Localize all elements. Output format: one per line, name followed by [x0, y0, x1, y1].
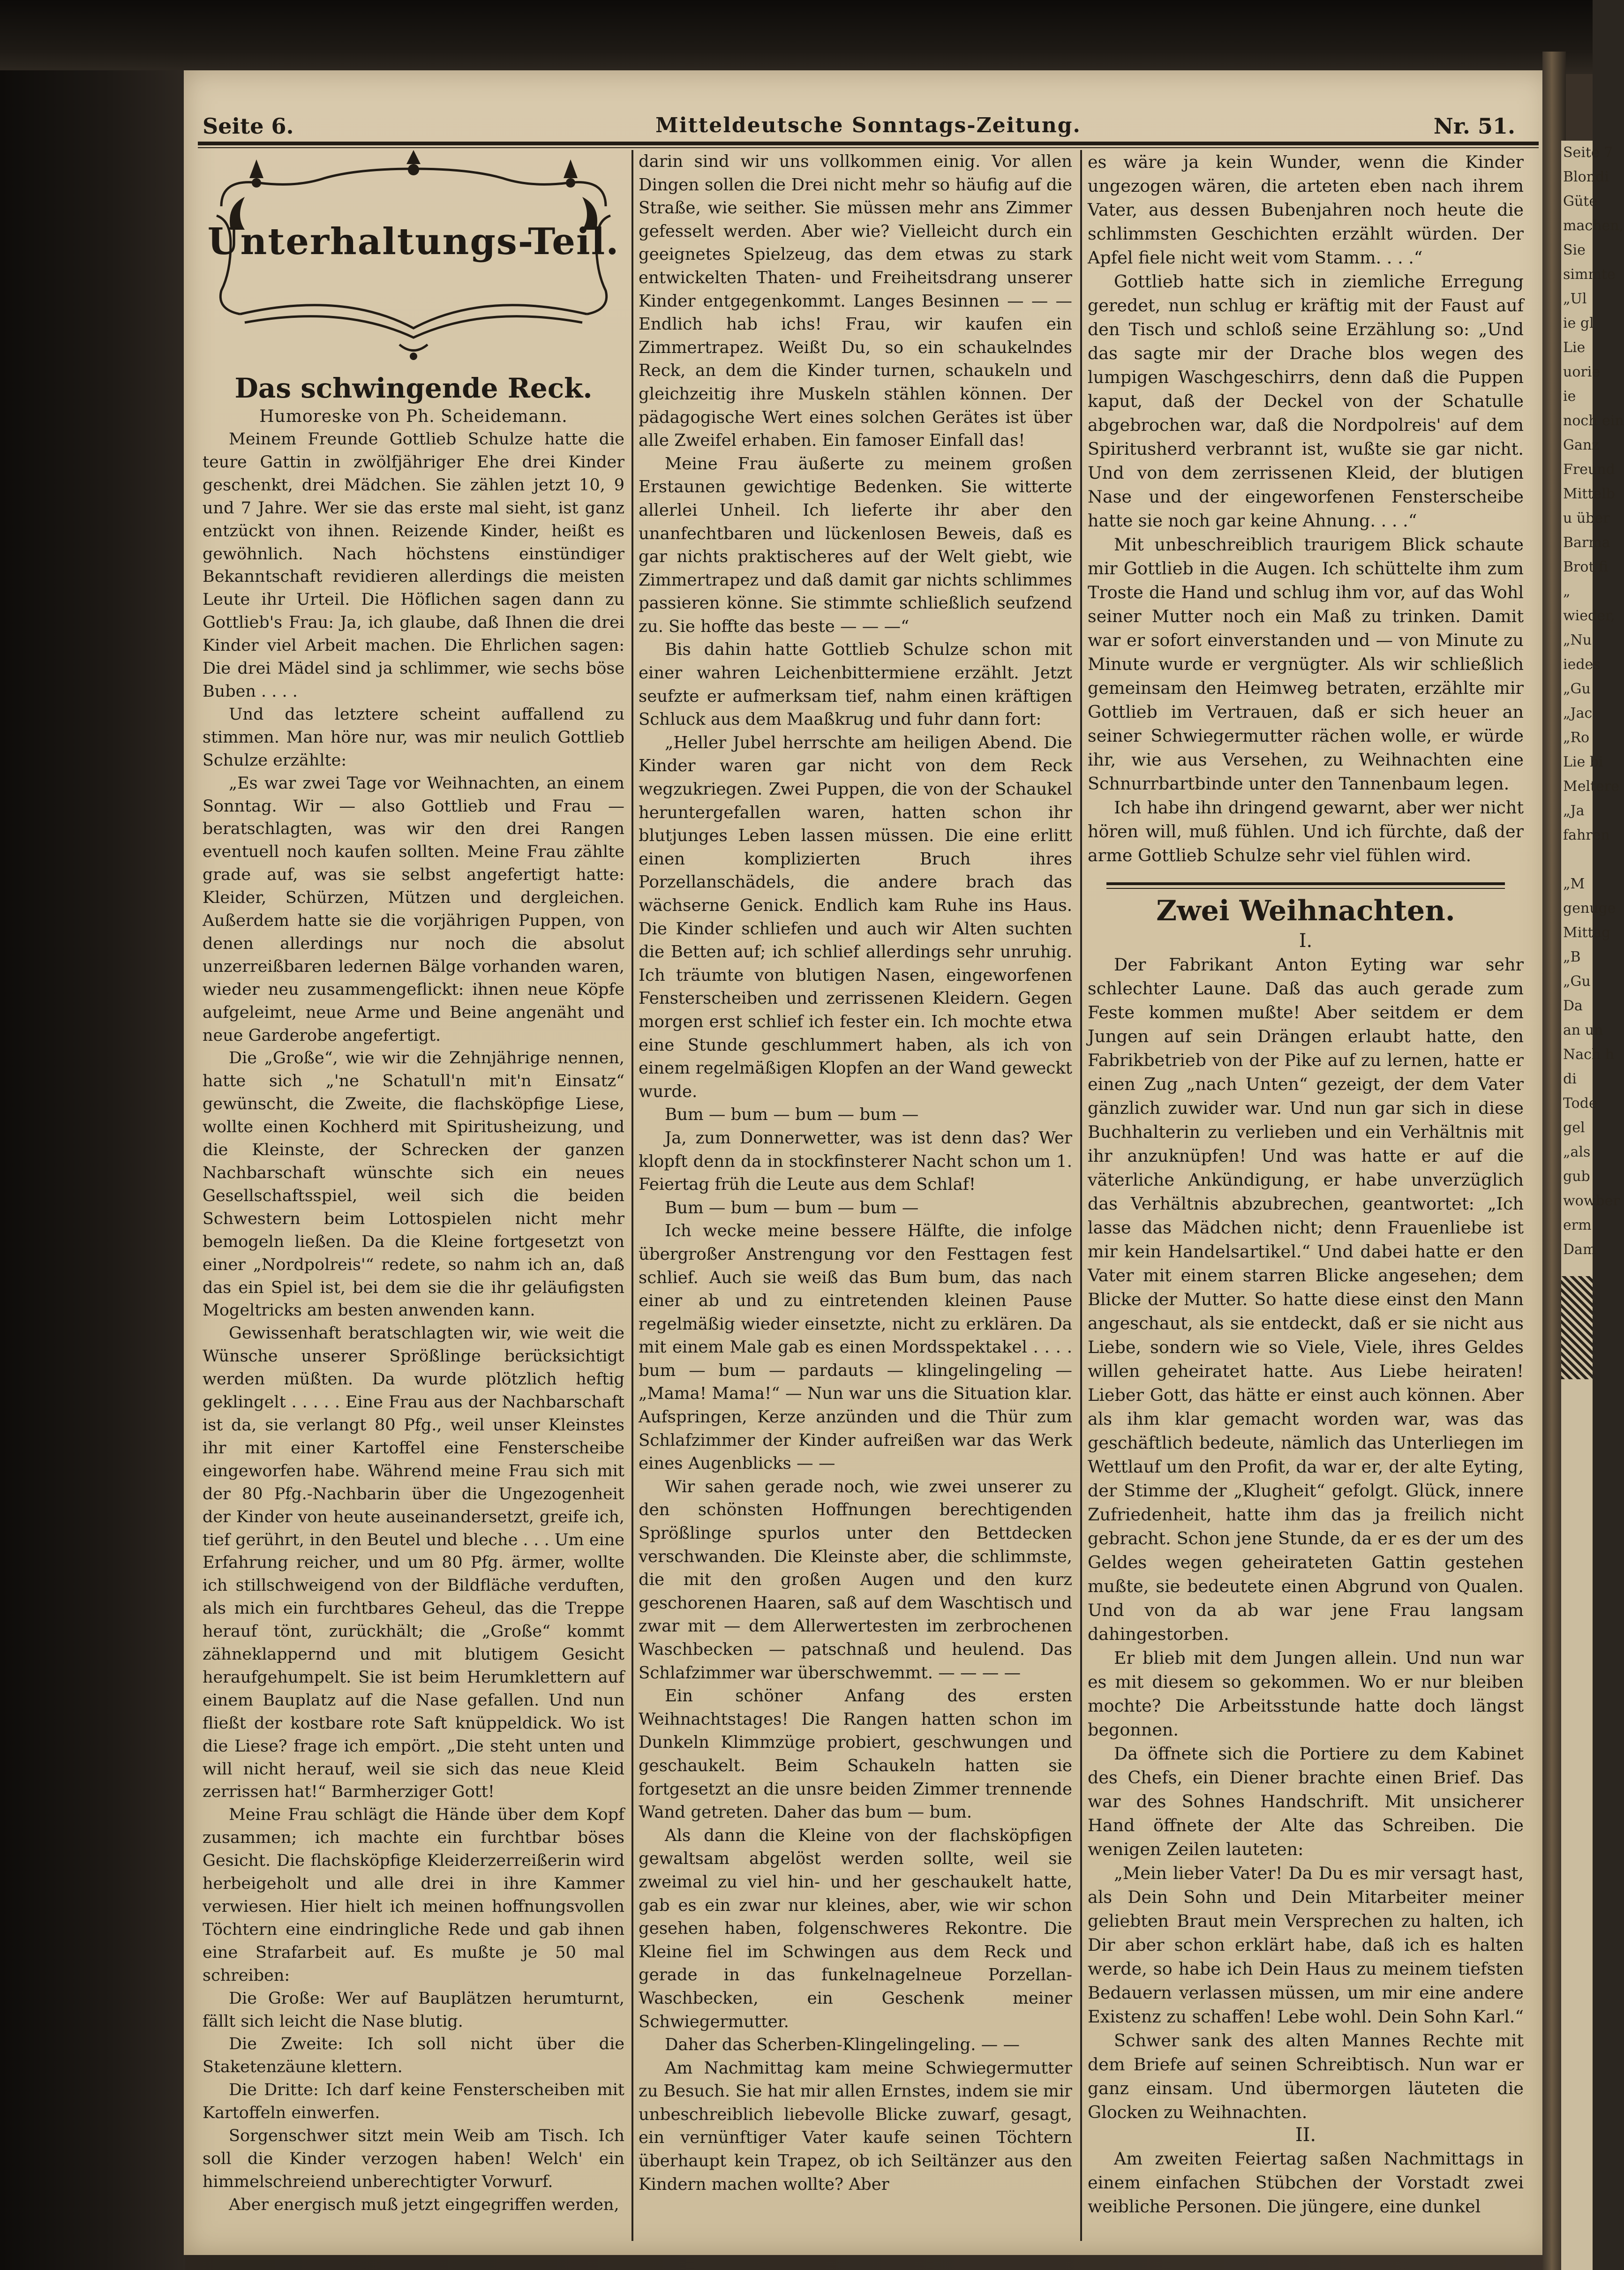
next-page-line: fahren: [1563, 827, 1610, 843]
paragraph: Ein schöner Anfang des ersten Weihnachtstages! Die Rangen hatten schon im Dunkeln Klimmzüge probiert, geschwungen und geschaukelt. Beim Schaukeln hatten sie fortgesetzt an die unsre beiden Zimmer trennende Wand getreten. Daher das bum — bum.: [639, 1686, 1072, 1822]
next-page-line: di: [1563, 1071, 1577, 1087]
next-page-line: ie gl: [1563, 315, 1594, 331]
decorative-border: [1561, 1276, 1593, 1379]
paragraph: darin sind wir uns vollkommen einig. Vor allen Dingen sollen die Drei nicht mehr so häufig auf die Straße, wie seither. Sie müssen mehr ans Zimmer gefesselt werden. Aber wie? Vielleicht durch ein geeignetes Spielzeug, das dem etwas zu stark entwickelten Thaten- und Freiheitsdrang unserer Kinder entgegenkommt. Langes Besinnen — — — Endlich hab ichs! Frau, wir kaufen ein Zimmertrapez. Weißt Du, so ein schaukelndes Reck, an dem die Kinder turnen, schaukeln und gleichzeitig ihre Muskeln stählen können. Der pädagogische Wert eines solchen Gerätes ist über alle Zweifel erhaben. Ein famoser Einfall das!: [639, 152, 1072, 451]
paragraph: Mit unbeschreiblich traurigem Blick schaute mir Gottlieb in die Augen. Ich schüttelte ihm zum Troste die Hand und schlug ihm vor, auf das Wohl seiner Mutter noch ein Maß zu trinken. Damit war er sofort einverstanden und — von Minute zu Minute wurde er vergnügter. Als wir schließlich gemeinsam den Heimweg betraten, erzählte mir Gottlieb im Vertrauen, daß er sich heuer an seiner Schwiegermutter rächen wolle, er würde ihr, wie aus Versehen, zu Weihnachten eine Schnurrbartbinde unter den Tannenbaum legen.: [1088, 534, 1524, 794]
header-rule: [198, 142, 1539, 145]
paragraph: Und das letztere scheint auffallend zu stimmen. Man höre nur, was mir neulich Gottlieb Schulze erzählte:: [203, 705, 624, 770]
story-byline: Humoreske von Ph. Scheidemann.: [259, 407, 568, 426]
paragraph: Meine Frau äußerte zu meinem großen Erstaunen gewichtige Bedenken. Sie witterte allerlei Unheil. Ich lieferte ihr aber den unanfechtbaren und lückenlosen Beweis, daß es gar nichts praktischeres auf der Welt giebt, wie Zimmertrapez und daß damit gar nichts schlimmes passieren könne. Sie stimmte schließlich seufzend zu. Sie hoffte das beste — — —“: [639, 454, 1072, 636]
page-number: Seite 6.: [203, 113, 294, 139]
column-2: [639, 150, 1072, 2196]
next-page-line: [1561, 848, 1593, 872]
paragraph: Meinem Freunde Gottlieb Schulze hatte die teure Gattin in zwölfjähriger Ehe drei Kinder geschenkt, drei Mädchen. Sie zählen jetzt 10, 9 und 7 Jahre. Wer sie das erste mal sieht, ist ganz entzückt von ihnen. Reizende Kinder, heißt es gewöhnlich. Nach höchstens einstündiger Bekanntschaft revidieren allerdings die meisten Leute ihr Urteil. Die Höflichen sagen dann zu Gottlieb's Frau: Ja, ich glaube, daß Ihnen die drei Kinder viel Arbeit machen. Die Ehrlichen sagen: Die drei Mädel sind ja schlimmer, wie sechs böse Buben . . . .: [203, 430, 624, 701]
paragraph: Meine Frau schlägt die Hände über dem Kopf zusammen; ich machte ein furchtbar böses Gesicht. Die flachsköpfige Kleiderzerreißerin wird herbeigeholt und alle drei in ihre Kammer verwiesen. Hier hielt ich meinen hoffnungsvollen Töchtern eine eindringliche Rede und gab ihnen eine Strafarbeit auf. Es mußte je 50 mal schreiben:: [203, 1805, 624, 1985]
paragraph: Die Dritte: Ich darf keine Fensterscheiben mit Kartoffeln einwerfen.: [203, 2081, 624, 2123]
next-page-line: Güte: [1563, 193, 1598, 210]
next-page-line: Meltere: [1563, 778, 1619, 795]
next-page-line: Nach h: [1563, 1046, 1615, 1063]
next-page-line: „Nu: [1563, 632, 1592, 648]
paragraph: Wir sahen gerade noch, wie zwei unserer zu den schönsten Hoffnungen berechtigenden Sprößlinge spurlos unter den Bettdecken verschwanden. Die Kleinste aber, die schlimmste, die mit den großen Augen und den kurz geschorenen Haaren, saß auf dem Waschtisch und zwar mit — dem Allerwertesten im zerbrochenen Waschbecken — patschnaß und heulend. Das Schlafzimmer war überschwemmt. — — — —: [639, 1477, 1072, 1683]
paragraph: „Es war zwei Tage vor Weihnachten, an einem Sonntag. Wir — also Gottlieb und Frau — beratschlagten, was wir den drei Rangen eventuell noch kaufen sollten. Meine Frau zählte grade auf, was sie selbst angefertigt hatte: Kleider, Schürzen, Mützen und dergleichen. Außerdem hatte sie die vorjährigen Puppen, von denen allerdings nur noch die absolut unzerreißbaren ledernen Bälge vorhanden waren, wieder neu zusammengeflickt: ihnen neue Köpfe aufgeleimt, neue Arme und Beine angenäht und neue Garderobe angefertigt.: [203, 774, 624, 1045]
paragraph: „Mein lieber Vater! Da Du es mir versagt hast, als Dein Sohn und Dein Mitarbeiter meiner geliebten Braut mein Versprechen zu halten, ich Dir aber schon erklärt habe, daß ich es halten werde, so habe ich Dein Haus zu meinem tiefsten Bedauern verlassen müssen, um mir eine andere Existenz zu schaffen! Lebe wohl. Dein Sohn Karl.“: [1088, 1863, 1524, 2027]
paragraph: Bum — bum — bum — bum —: [665, 1198, 919, 1218]
next-page-line: ie: [1563, 388, 1576, 405]
paragraph: Ich habe ihn dringend gewarnt, aber wer nicht hören will, muß fühlen. Und ich fürchte, daß der arme Gottlieb Schulze sehr viel fühlen wird.: [1088, 797, 1524, 865]
page-header: [203, 113, 1534, 142]
paragraph: Ich wecke meine bessere Hälfte, die infolge übergroßer Anstrengung vor den Festtagen fest schlief. Auch sie weiß das Bum bum, das nach einer ab und zu eintretenden kleinen Pause regelmäßig wieder einsetzte, nicht zu erklären. Da mit einem Male gab es einen Mordsspektakel . . . . bum — bum — pardauts — klingelingeling — „Mama! Mama!“ — Nun war uns die Situation klar. Aufspringen, Kerze anzünden und die Thür zum Schlafzimmer der Kinder aufreißen war das Werk eines Augenblicks — —: [639, 1221, 1072, 1473]
next-page-line: genuge: [1563, 900, 1616, 917]
next-page-line: u über: [1563, 510, 1610, 526]
paragraph: Da öffnete sich die Portiere zu dem Kabinet des Chefs, ein Diener brachte einen Brief. Das war des Sohnes Handschrift. Mit unsicherer Hand öffnete der Alte das Schreiben. Die wenigen Zeilen lauteten:: [1088, 1744, 1524, 1859]
column-rule: [632, 150, 633, 2241]
paragraph: Daher das Scherben-Klingelingeling. — —: [665, 2035, 1020, 2055]
next-page-line: Tode: [1563, 1095, 1597, 1112]
next-page-line: Brot fi: [1563, 559, 1609, 575]
next-page-line: Ganz: [1563, 437, 1599, 453]
next-page-line: Dam: [1563, 1241, 1596, 1258]
story-title: Das schwingende Reck.: [234, 372, 593, 404]
next-page-line: an un: [1563, 1022, 1603, 1038]
part-numeral: II.: [1295, 2124, 1316, 2146]
paragraph: Als dann die Kleine von der flachsköpfigen gewaltsam abgelöst werden sollte, weil sie zweimal zu viel hin- und her geschaukelt hatte, gab es ein zwar nur kleines, aber, wie wir schon gesehen haben, folgenschweres Rekontre. Die Kleine fiel im Schwingen aus dem Reck und gerade in das funkelnagelneue Porzellan-Waschbecken, ein Geschenk meiner Schwiegermutter.: [639, 1826, 1072, 2031]
paragraph: Am Nachmittag kam meine Schwiegermutter zu Besuch. Sie hat mir allen Ernstes, indem sie mir unbeschreiblich liebevolle Blicke zuwarf, gesagt, ein vernünftiger Vater kaufe seinen Töchtern überhaupt kein Trapez, ob ich Seiltänzer aus den Kindern machen wollte? Aber: [639, 2058, 1072, 2194]
book-top-edge: [0, 0, 1593, 74]
next-page-line: „Ro: [1563, 729, 1590, 746]
paragraph: Gewissenhaft beratschlagten wir, wie weit die Wünsche unserer Sprößlinge berücksichtigt werden müßten. Da wurde plötzlich heftig geklingelt . . . . . Eine Frau aus der Nachbarschaft ist da, sie verlangt 80 Pfg., weil unser Kleinstes ihr mit einer Kartoffel eine Fensterscheibe eingeworfen habe. Während meine Frau sich mit der 80 Pfg.-Nachbarin über die Ungezogenheit der Kinder von heute auseinandersetzt, greife ich, tief gerührt, in den Beutel und bleche . . . Um eine Erfahrung reicher, und um 80 Pfg. ärmer, wollte ich stillschweigend von der Bildfläche verduften, als mich ein furchtbares Geheul, das die Treppe herauf tönt, zurückhält; die „Große“ kommt zähneklappernd und mit blutigem Gesicht heraufgehumpelt. Sie ist beim Herumklettern auf einem Bauplatz auf die Nase gefallen. Und nun fließt der kostbare rote Saft knüppeldick. Wo ist die Liese? frage ich empört. „Die steht unten und will nicht herauf, weil sie sich das neue Kleid zerrissen hat!“ Barmherziger Gott!: [203, 1324, 624, 1802]
paragraph: Sorgenschwer sitzt mein Weib am Tisch. Ich soll die Kinder verzogen haben! Welch' ein himmelschreiend unberechtigter Vorwurf.: [203, 2127, 624, 2191]
next-page-line: Mittelb: [1563, 486, 1615, 502]
paragraph: Er blieb mit dem Jungen allein. Und nun war es mit diesem so gekommen. Wo er nur bleiben mochte? Die Arbeitsstunde hatte doch längst begonnen.: [1088, 1648, 1524, 1740]
next-page-line: Blondi: [1563, 169, 1609, 185]
next-page-line: Mittag: [1563, 925, 1611, 941]
next-page-line: „Gu: [1563, 681, 1591, 697]
paragraph: es wäre ja kein Wunder, wenn die Kinder ungezogen wären, die arteten eben nach ihrem Vater, aus dessen Bubenjahren noch heute die schlimmsten Geschichten erzählt würden. Der Apfel fiele nicht weit vom Stamm. . . .“: [1088, 152, 1524, 268]
next-page-line: noch ein: [1563, 413, 1624, 429]
story-divider: [1106, 882, 1505, 885]
next-page-line: wowber: [1563, 1193, 1620, 1209]
next-page-line: „Gu: [1563, 973, 1591, 990]
paragraph: „Heller Jubel herrschte am heiligen Abend. Die Kinder waren gar nicht von dem Reck wegzukriegen. Zwei Puppen, die von der Schaukel heruntergefallen waren, hatten schon ihr blutjunges Leben lassen müssen. Die eine erlitt einen komplizierten Bruch ihres Porzellanschädels, die andere brach das wächserne Genick. Endlich kam Ruhe ins Haus. Die Kinder schliefen und auch wir Alten suchten die Betten auf; ich schlief allerdings sehr unruhig. Ich träumte von blutigen Nasen, eingeworfenen Fensterscheiben und zerrissenen Kleidern. Gegen morgen erst schlief ich fester ein. Ich mochte etwa eine Stunde geschlummert haben, als ich von einem regelmäßigen Klopfen an der Wand geweckt wurde.: [639, 733, 1072, 1101]
next-page-line: erm: [1563, 1217, 1592, 1233]
next-page-line: Da: [1563, 998, 1583, 1014]
next-page-line: Seite 7: [1563, 144, 1613, 161]
column-1: [203, 150, 624, 2217]
issue-number: Nr. 51.: [1433, 113, 1515, 139]
column-rule: [1080, 150, 1082, 2241]
next-page-line: machen,: [1563, 218, 1624, 234]
next-page-line: „Jac: [1563, 705, 1593, 722]
next-page-line: wieder,: [1563, 608, 1615, 624]
story-divider-thin: [1106, 888, 1505, 889]
paragraph: Schwer sank des alten Mannes Rechte mit dem Briefe auf seinen Schreibtisch. Nun war er ganz einsam. Und übermorgen läuteten die Glocken zu Weihnachten.: [1088, 2030, 1524, 2122]
next-page-line: Sie: [1563, 242, 1586, 258]
next-page-line: „M: [1563, 876, 1585, 892]
paragraph: Der Fabrikant Anton Eyting war sehr schlechter Laune. Daß das auch gerade zum Feste kommen mußte! Aber seitdem er dem Jungen auf sein Drängen erlaubt hatte, den Fabrikbetrieb von der Pike auf zu lernen, hatte er einen Zug „nach Unten“ gezeigt, der dem Vater gänzlich zuwider war. Und nun gar sich in diese Buchhalterin zu verlieben und ein Verhältnis mit ihr anzuknüpfen! Und was hatte er auf die väterliche Ankündigung, er habe unverzüglich das Verhältnis abzubrechen, geantwortet: „Ich lasse das Mädchen nicht; denn Frauenliebe ist mir kein Handelsartikel.“ Und dabei hatte er den Vater mit einem starren Blicke angesehen; dem Blicke der Mutter. So hatte diese einst den Mann angeschaut, als sie entdeckt, daß er sie nicht aus Liebe, sondern wie so Viele, Viele, ihres Geldes willen geheiratet hatte. Aus Liebe heiraten! Lieber Gott, das hätte er einst auch können. Aber als ihm klar gemacht worden war, was das geschäftlich bedeute, nämlich das Unterliegen im Wettlauf um den Profit, da war er, der alte Eyting, der Stimme der „Klugheit“ gefolgt. Glück, innere Zufriedenheit, hatte ihm das ja freilich nicht gebracht. Schon jene Stunde, da er es der um des Geldes wegen geheirateten Gattin gestehen mußte, sie bedeutete einen Abgrund von Qualen. Und von da ab war jene Frau langsam dahingestorben.: [1088, 955, 1524, 1644]
column-3: [1088, 150, 1524, 2218]
next-page-line: „Ul: [1563, 291, 1587, 307]
next-page-line: Lie bi: [1563, 754, 1603, 770]
next-page-text: [1561, 141, 1624, 1262]
paragraph: Bis dahin hatte Gottlieb Schulze schon mit einer wahren Leichenbittermiene erzählt. Jetzt seufzte er aufmerksam tief, nahm einen kräftigen Schluck aus dem Maaßkrug und fuhr dann fort:: [639, 640, 1072, 729]
story2-title: Zwei Weihnachten.: [1156, 894, 1455, 927]
paragraph: Gottlieb hatte sich in ziemliche Erregung geredet, nun schlug er kräftig mit der Faust auf den Tisch und schloß seine Erzählung so: „Und das sagte mir der Drache blos wegen des lumpigen Waschgeschirrs, denn daß die Puppen kaput, daß der Deckel von der Schatulle abgebrochen war, daß die Nordpolreis' auf dem Spiritusherd verbrannt ist, wußte sie gar nicht. Und von dem zerrissenen Kleid, der blutigen Nase und der eingeworfenen Fensterscheibe hatte sie noch gar keine Ahnung. . . .“: [1088, 271, 1524, 531]
next-page-line: „B: [1563, 949, 1581, 965]
next-page-line: Freund: [1563, 461, 1615, 478]
paragraph: Die Große: Wer auf Bauplätzen herumturnt, fällt sich leicht die Nase blutig.: [203, 1989, 624, 2031]
paragraph: Am zweiten Feiertag saßen Nachmittags in einem einfachen Stübchen der Vorstadt zwei weibliche Personen. Die jüngere, eine dunkel: [1088, 2149, 1524, 2217]
paragraph: Die Zweite: Ich soll nicht über die Staketenzäune klettern.: [203, 2035, 624, 2077]
next-page-line: simmte: [1563, 266, 1616, 283]
next-page-line: Barma: [1563, 534, 1610, 551]
header-rule-thin: [198, 147, 1539, 148]
newspaper-name: Mitteldeutsche Sonntags-Zeitung.: [655, 113, 1081, 137]
next-page-line: „als: [1563, 1144, 1591, 1160]
section-header-ornament: [203, 150, 624, 370]
paragraph: Die „Große“, wie wir die Zehnjährige nennen, hatte sich „'ne Schatull'n mit'n Einsatz“ gewünscht, die Zweite, die flachsköpfige Liese, wollte einen Kochherd mit Spiritusheizung, und die Kleinste, der Schrecken der ganzen Nachbarschaft wünschte sich ein neues Gesellschaftsspiel, weil sich die beiden Schwestern beim Lottospielen nicht mehr bemogeln ließen. Da die Kleine fortgesetzt von einer „Nordpolreis'“ redete, so nahm ich an, daß das ein Spiel ist, bei dem sie die ihr geläufigsten Mogeltricks am besten anwenden kann.: [203, 1049, 624, 1320]
newspaper-page: [184, 70, 1550, 2255]
section-title: Unterhaltungs-Teil.: [207, 220, 620, 263]
next-page-fragment: [1561, 141, 1624, 2270]
next-page-line: „: [1563, 583, 1571, 600]
next-page-line: Lie: [1563, 339, 1586, 356]
next-page-line: iedes: [1563, 656, 1601, 673]
next-page-line: „Ja: [1563, 803, 1585, 819]
book-binding: [0, 70, 185, 2270]
paragraph: Ja, zum Donnerwetter, was ist denn das? Wer klopft denn da in stockfinsterer Nacht schon um 1. Feiertag früh die Leute aus dem Schlaf!: [639, 1128, 1072, 1195]
next-page-line: gub: [1563, 1168, 1590, 1185]
next-page-line: uorie: [1563, 364, 1601, 380]
paragraph: Aber energisch muß jetzt eingegriffen werden,: [229, 2195, 619, 2214]
next-page-line: gel: [1563, 1120, 1585, 1136]
part-numeral: I.: [1299, 930, 1313, 952]
paragraph: Bum — bum — bum — bum —: [665, 1105, 919, 1125]
